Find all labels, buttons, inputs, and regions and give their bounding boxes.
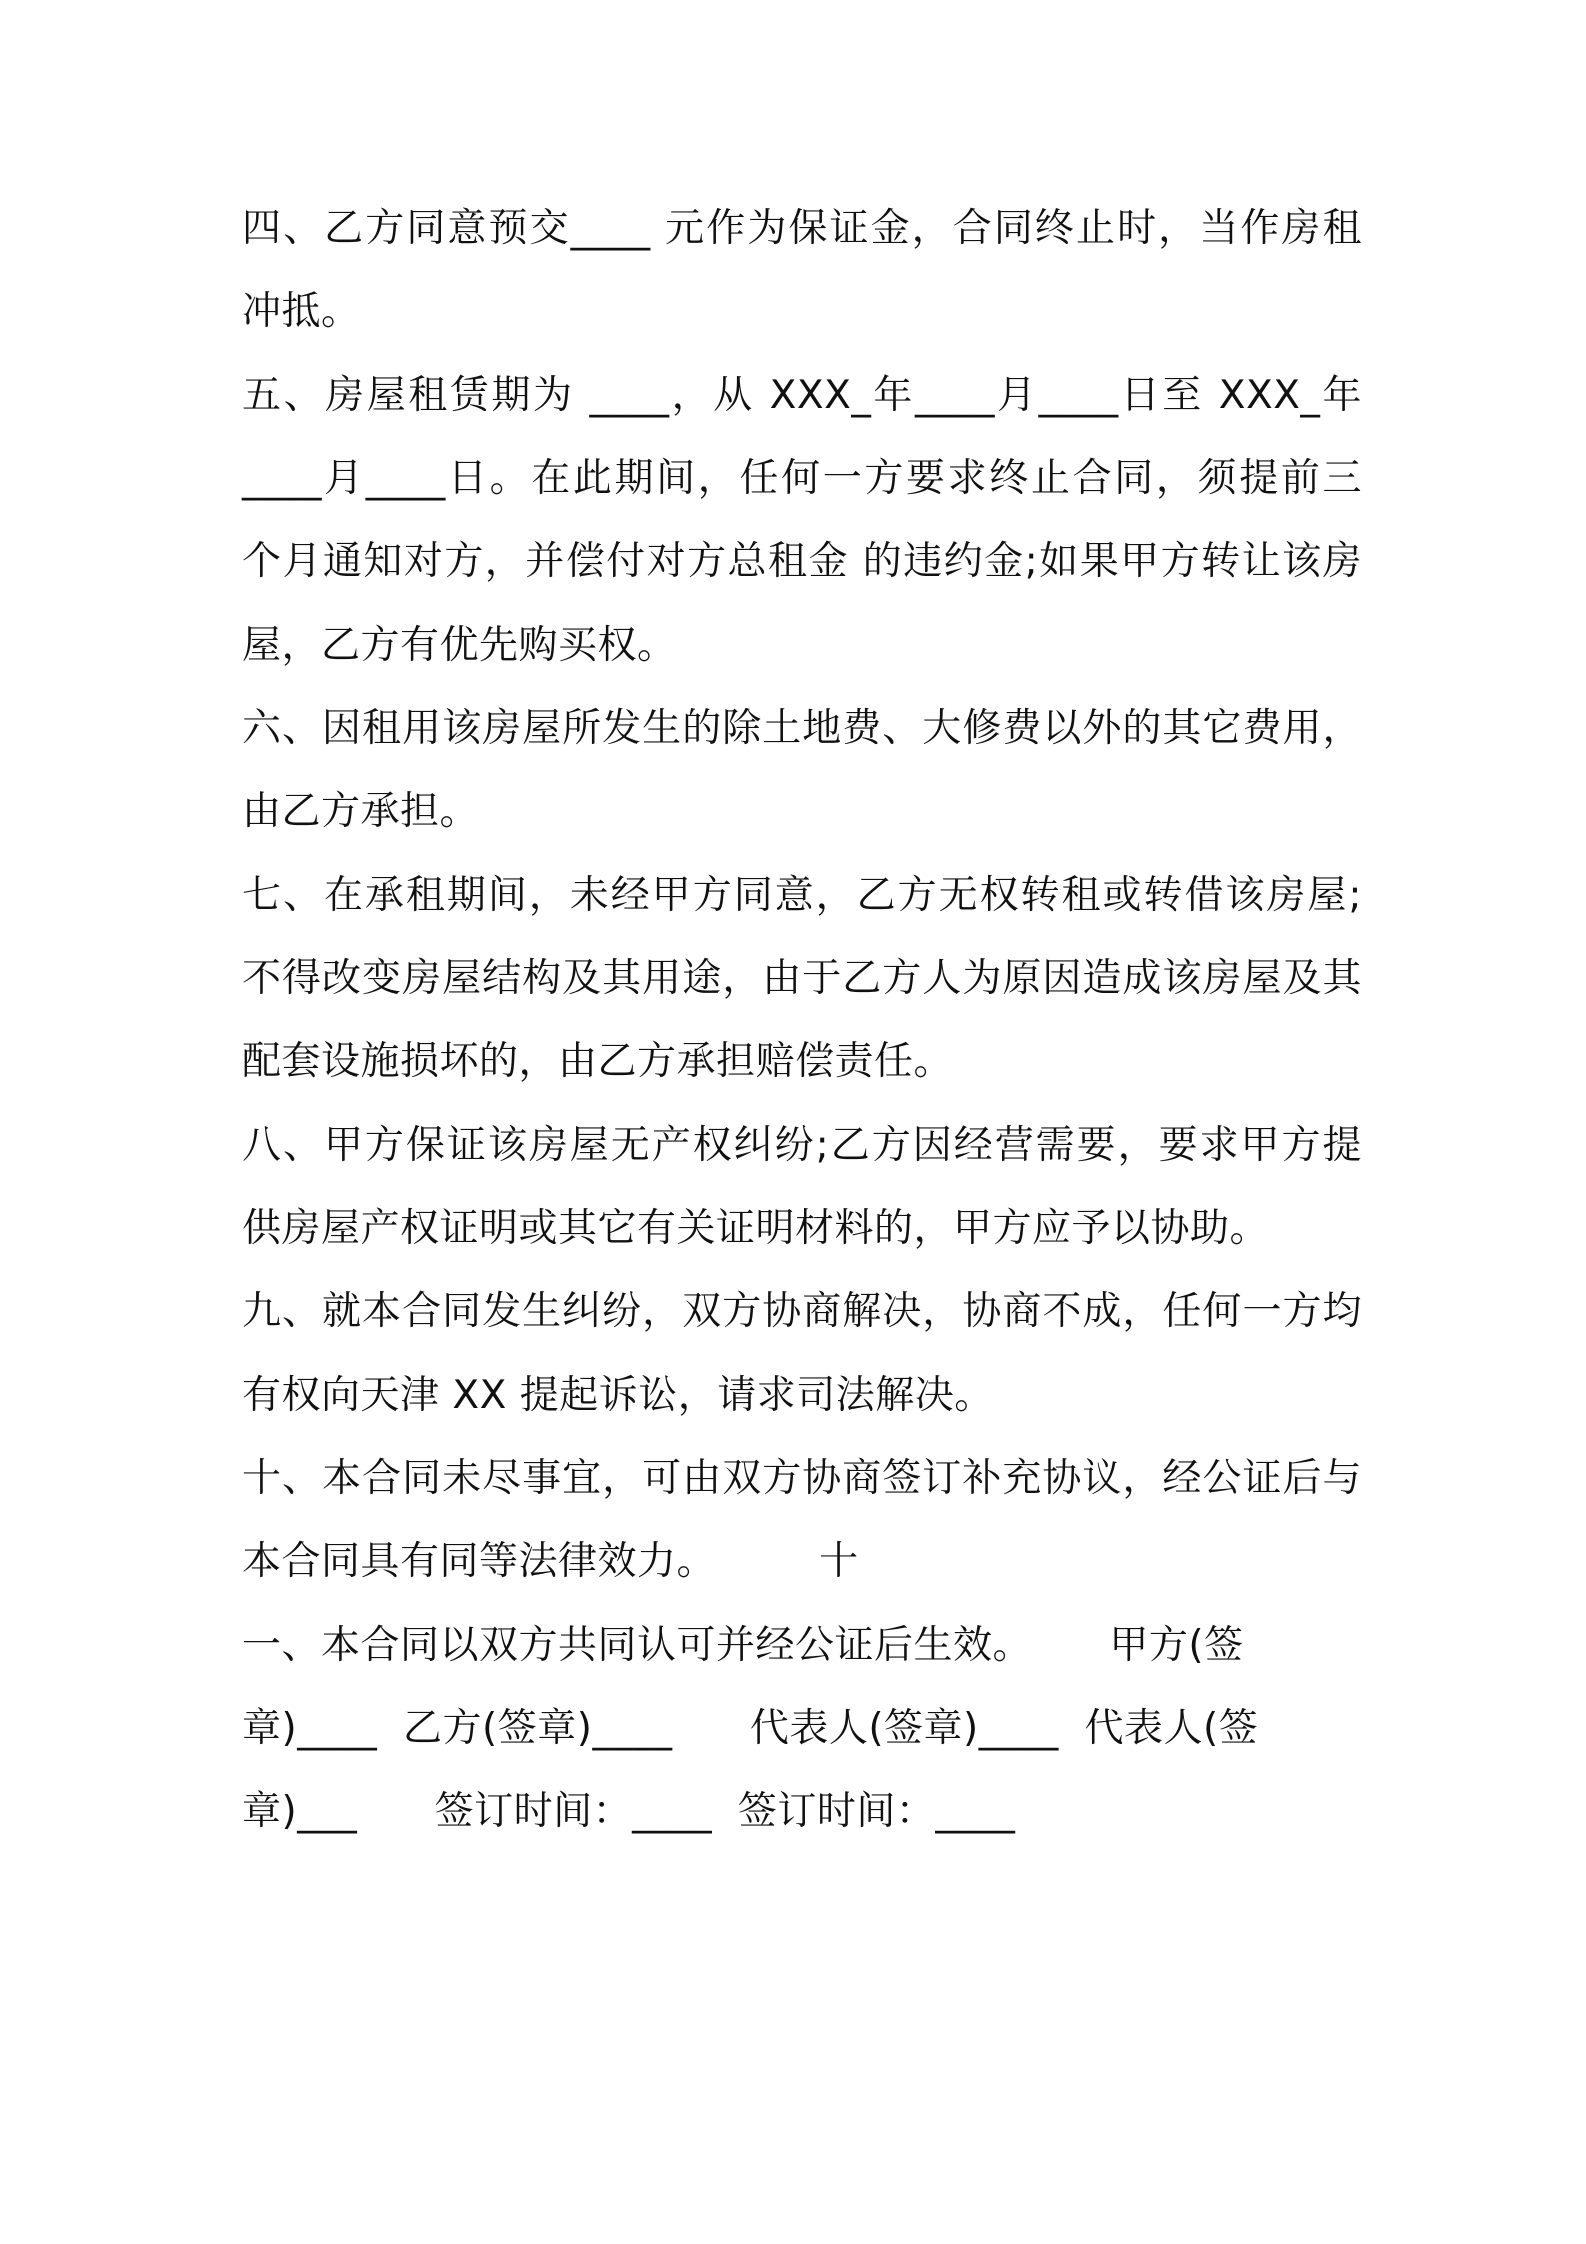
- text-line: 四、乙方同意预交____ 元作为保证金，合同终止时，当作房租: [242, 206, 1362, 251]
- text-line: 七、在承租期间，未经甲方同意，乙方无权转租或转借该房屋;: [242, 873, 1362, 918]
- text-line: 五、房屋租赁期为 ____，从 XXX_年____月____日至 XXX_年: [242, 373, 1362, 418]
- text-line: 配套设施损坏的，由乙方承担赔偿责任。: [242, 1039, 954, 1084]
- text-line: 供房屋产权证明或其它有关证明材料的，甲方应予以协助。: [242, 1206, 1270, 1251]
- text-line: 冲抵。: [242, 289, 361, 334]
- text-line: 六、因租用该房屋所发生的除土地费、大修费以外的其它费用，: [242, 706, 1362, 751]
- text-line: 不得改变房屋结构及其用途，由于乙方人为原因造成该房屋及其: [242, 956, 1362, 1001]
- text-line: 个月通知对方，并偿付对方总租金 的违约金;如果甲方转让该房: [242, 539, 1362, 584]
- text-line: 章)___ 签订时间：____ 签订时间：____: [242, 1789, 1016, 1834]
- text-line: 屋，乙方有优先购买权。: [242, 623, 677, 668]
- text-line: 有权向天津 XX 提起诉讼，请求司法解决。: [242, 1373, 994, 1418]
- text-line: 本合同具有同等法律效力。 十: [242, 1539, 859, 1584]
- text-line: 九、就本合同发生纠纷，双方协商解决，协商不成，任何一方均: [242, 1289, 1362, 1334]
- text-line: 章)____ 乙方(签章)____ 代表人(签章)____ 代表人(签: [242, 1706, 1259, 1751]
- text-line: 由乙方承担。: [242, 789, 480, 834]
- text-line: ____月____日。在此期间，任何一方要求终止合同，须提前三: [242, 456, 1362, 501]
- text-line: 十、本合同未尽事宜，可由双方协商签订补充协议，经公证后与: [242, 1456, 1362, 1501]
- text-line: 一、本合同以双方共同认可并经公证后生效。 甲方(签: [242, 1623, 1244, 1668]
- text-line: 八、甲方保证该房屋无产权纠纷;乙方因经营需要，要求甲方提: [242, 1123, 1362, 1168]
